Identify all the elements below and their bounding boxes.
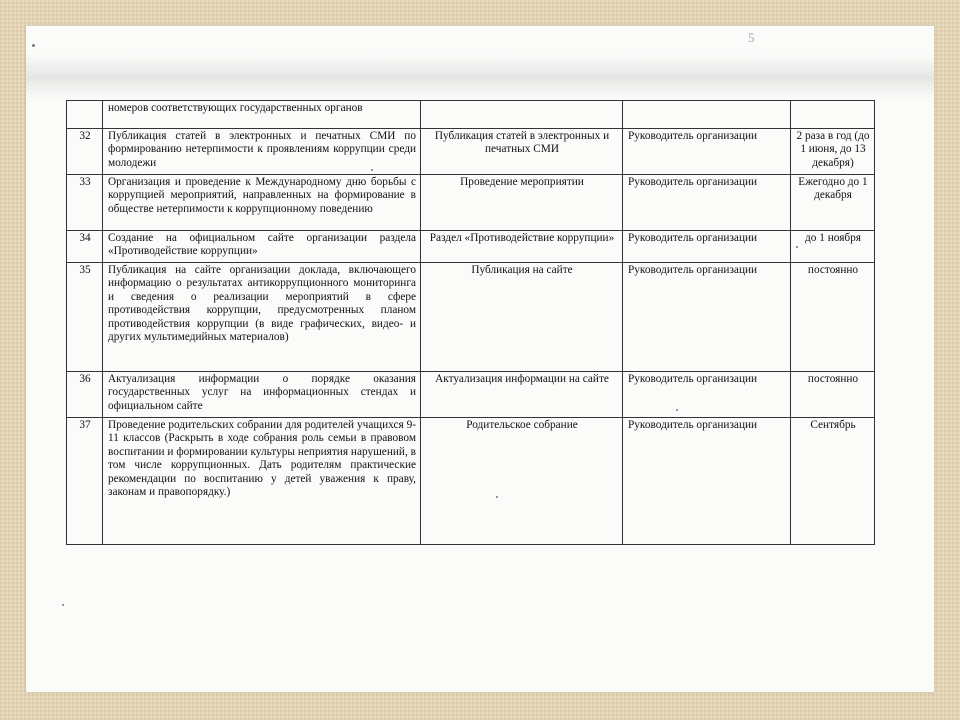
term-cell: Ежегодно до 1 декабря <box>791 175 875 231</box>
table-body <box>67 101 875 545</box>
scan-speck <box>676 409 678 411</box>
form-cell: Проведение мероприятии <box>421 175 623 231</box>
table-row <box>67 101 875 129</box>
term-cell: до 1 ноября <box>791 231 875 263</box>
row-number: 36 <box>67 372 103 418</box>
scan-speck <box>62 604 64 606</box>
term-cell: постоянно <box>791 372 875 418</box>
table-row <box>67 129 875 175</box>
term-cell: Сентябрь <box>791 418 875 545</box>
activity-cell: Публикация на сайте организации доклада, включающего информацию о результатах антикоррупционного мониторинга и сведения о реализации мероприятий в сфере противодействия коррупции, предусмотренных планом противодействия коррупции (в виде графических, видео- и других мультимедийных материалов) <box>103 263 421 372</box>
form-cell: Родительское собрание <box>421 418 623 545</box>
responsible-cell: Руководитель организации <box>623 372 791 418</box>
term-cell: постоянно <box>791 263 875 372</box>
table-row <box>67 231 875 263</box>
activity-cell: Актуализация информации о порядке оказания государственных услуг на информационных стендах и официальном сайте <box>103 372 421 418</box>
term-cell <box>791 101 875 129</box>
scan-speck <box>496 496 498 498</box>
table-row <box>67 263 875 372</box>
row-number: 34 <box>67 231 103 263</box>
activity-cell: Публикация статей в электронных и печатных СМИ по формированию нетерпимости к проявлениям коррупции среди молодежи <box>103 129 421 175</box>
row-number <box>67 101 103 129</box>
activity-cell: номеров соответствующих государственных органов <box>103 101 421 129</box>
responsible-cell: Руководитель организации <box>623 263 791 372</box>
activity-cell: Проведение родительских собрании для родителей учащихся 9-11 классов (Раскрыть в ходе собрания роль семьи в правовом воспитании и формировании культуры неприятия нарушений, в том числе коррупционных. Дать родителям практические рекомендации по воспитанию у детей уважения к праву, законам и правопорядку.) <box>103 418 421 545</box>
row-number: 32 <box>67 129 103 175</box>
plan-table <box>66 100 875 545</box>
document-slide <box>26 26 934 692</box>
table-row <box>67 175 875 231</box>
scan-speck <box>796 246 798 248</box>
form-cell: Актуализация информации на сайте <box>421 372 623 418</box>
row-number: 37 <box>67 418 103 545</box>
responsible-cell: Руководитель организации <box>623 418 791 545</box>
scan-shadow <box>26 54 934 100</box>
responsible-cell: Руководитель организации <box>623 129 791 175</box>
responsible-cell: Руководитель организации <box>623 175 791 231</box>
row-number: 33 <box>67 175 103 231</box>
form-cell: Публикация на сайте <box>421 263 623 372</box>
form-cell: Публикация статей в электронных и печатных СМИ <box>421 129 623 175</box>
activity-cell: Организация и проведение к Международному дню борьбы с коррупцией мероприятий, направленных на формирование в обществе нетерпимости к коррупционному поведению <box>103 175 421 231</box>
row-number: 35 <box>67 263 103 372</box>
scan-speck <box>32 44 35 47</box>
table-row <box>67 372 875 418</box>
scan-speck <box>371 169 373 171</box>
table-row <box>67 418 875 545</box>
page-number: 5 <box>748 30 755 45</box>
responsible-cell: Руководитель организации <box>623 231 791 263</box>
activity-cell: Создание на официальном сайте организации раздела «Противодействие коррупции» <box>103 231 421 263</box>
responsible-cell <box>623 101 791 129</box>
term-cell: 2 раза в год (до 1 июня, до 13 декабря) <box>791 129 875 175</box>
form-cell <box>421 101 623 129</box>
form-cell: Раздел «Противодействие коррупции» <box>421 231 623 263</box>
